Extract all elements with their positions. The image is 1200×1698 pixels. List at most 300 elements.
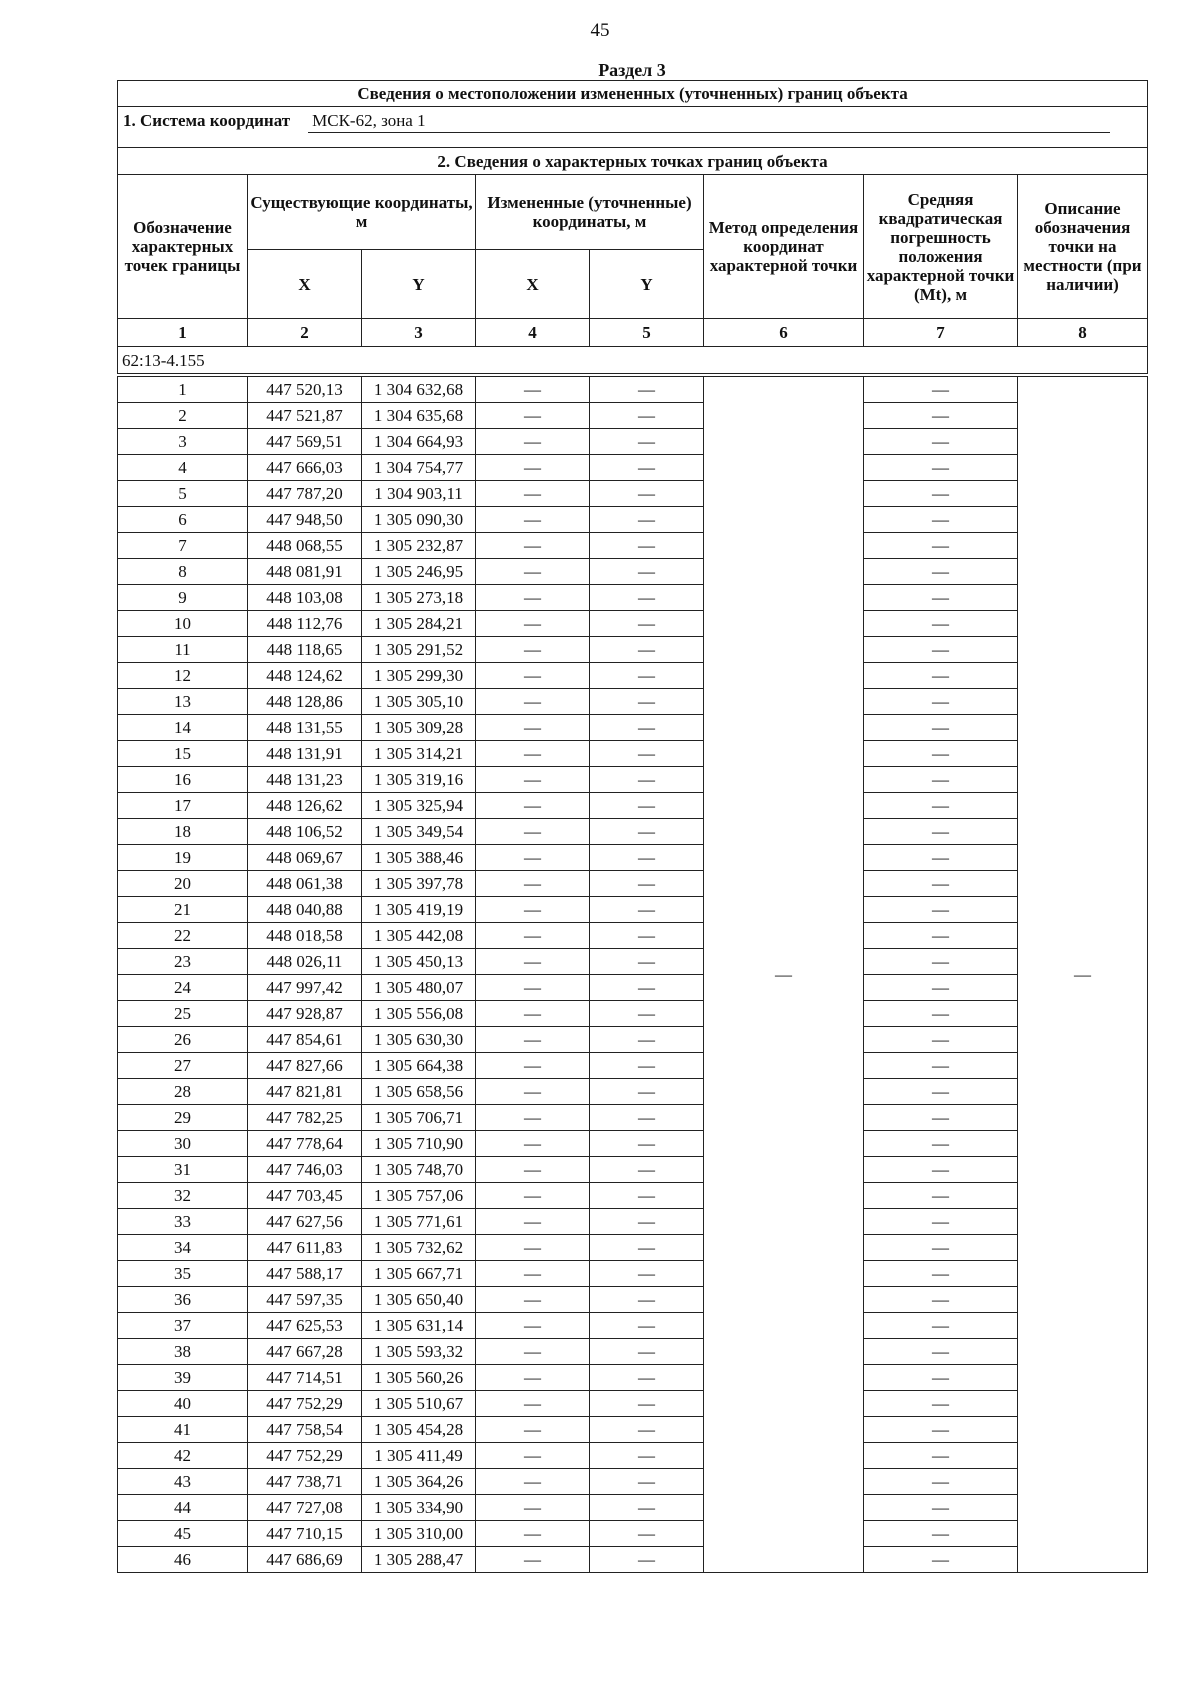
changed-y: —: [590, 715, 704, 741]
column-number: 8: [1018, 319, 1148, 347]
existing-y: 1 305 299,30: [362, 663, 476, 689]
parcel-id: 62:13-4.155: [118, 347, 1148, 374]
table-row: [118, 1495, 1148, 1521]
point-number: 29: [118, 1105, 248, 1131]
changed-x: —: [476, 533, 590, 559]
error-cell: —: [864, 429, 1018, 455]
existing-x: 447 854,61: [248, 1027, 362, 1053]
existing-y: 1 304 664,93: [362, 429, 476, 455]
changed-y: —: [590, 1495, 704, 1521]
existing-y: 1 305 411,49: [362, 1443, 476, 1469]
table-row: [118, 1027, 1148, 1053]
error-cell: —: [864, 403, 1018, 429]
point-number: 3: [118, 429, 248, 455]
existing-x: 447 821,81: [248, 1079, 362, 1105]
existing-y: 1 305 658,56: [362, 1079, 476, 1105]
column-number: 2: [248, 319, 362, 347]
table-row: [118, 1183, 1148, 1209]
table-row: [118, 793, 1148, 819]
existing-x: 448 040,88: [248, 897, 362, 923]
header-existing-x: X: [248, 250, 362, 319]
table-row: [118, 819, 1148, 845]
table-row: [118, 1521, 1148, 1547]
changed-y: —: [590, 1365, 704, 1391]
error-cell: —: [864, 663, 1018, 689]
existing-x: 447 746,03: [248, 1157, 362, 1183]
changed-y: —: [590, 923, 704, 949]
changed-x: —: [476, 455, 590, 481]
existing-x: 447 782,25: [248, 1105, 362, 1131]
changed-y: —: [590, 689, 704, 715]
changed-y: —: [590, 871, 704, 897]
changed-x: —: [476, 1495, 590, 1521]
existing-y: 1 305 732,62: [362, 1235, 476, 1261]
point-number: 27: [118, 1053, 248, 1079]
header-changed-coords: Измененные (уточненные) координаты, м: [476, 175, 704, 250]
table-row: [118, 429, 1148, 455]
point-number: 38: [118, 1339, 248, 1365]
changed-x: —: [476, 1339, 590, 1365]
table-row: [118, 871, 1148, 897]
changed-x: —: [476, 1235, 590, 1261]
changed-y: —: [590, 845, 704, 871]
changed-y: —: [590, 429, 704, 455]
existing-x: 447 686,69: [248, 1547, 362, 1573]
point-number: 4: [118, 455, 248, 481]
table-row: [118, 1365, 1148, 1391]
existing-x: 448 131,55: [248, 715, 362, 741]
point-number: 7: [118, 533, 248, 559]
changed-x: —: [476, 819, 590, 845]
table-row: [118, 403, 1148, 429]
table-row: [118, 1053, 1148, 1079]
header-method: Метод определения координат характерной точки: [704, 175, 864, 319]
changed-x: —: [476, 1157, 590, 1183]
changed-y: —: [590, 1053, 704, 1079]
changed-x: —: [476, 897, 590, 923]
point-number: 17: [118, 793, 248, 819]
point-number: 12: [118, 663, 248, 689]
changed-x: —: [476, 1183, 590, 1209]
changed-y: —: [590, 819, 704, 845]
error-cell: —: [864, 1391, 1018, 1417]
changed-x: —: [476, 793, 590, 819]
changed-y: —: [590, 1391, 704, 1417]
changed-y: —: [590, 975, 704, 1001]
point-number: 44: [118, 1495, 248, 1521]
method-cell: —: [704, 377, 864, 1573]
changed-x: —: [476, 507, 590, 533]
changed-y: —: [590, 1079, 704, 1105]
existing-x: 447 667,28: [248, 1339, 362, 1365]
column-number: 1: [118, 319, 248, 347]
table-row: [118, 1001, 1148, 1027]
table-row: [118, 455, 1148, 481]
existing-y: 1 305 284,21: [362, 611, 476, 637]
changed-x: —: [476, 585, 590, 611]
point-number: 13: [118, 689, 248, 715]
error-cell: —: [864, 1027, 1018, 1053]
error-cell: —: [864, 949, 1018, 975]
existing-y: 1 305 349,54: [362, 819, 476, 845]
table-row: [118, 637, 1148, 663]
error-cell: —: [864, 741, 1018, 767]
changed-y: —: [590, 793, 704, 819]
changed-y: —: [590, 481, 704, 507]
changed-y: —: [590, 1183, 704, 1209]
existing-y: 1 304 903,11: [362, 481, 476, 507]
coord-system-label: 1. Система координат: [123, 110, 291, 130]
changed-x: —: [476, 871, 590, 897]
table-row: [118, 897, 1148, 923]
changed-y: —: [590, 507, 704, 533]
error-cell: —: [864, 975, 1018, 1001]
header-description: Описание обозначения точки на местности (при наличии): [1018, 175, 1148, 319]
header-existing-coords: Существующие координаты, м: [248, 175, 476, 250]
description-cell: —: [1018, 377, 1148, 1573]
changed-y: —: [590, 1547, 704, 1573]
changed-y: —: [590, 1209, 704, 1235]
changed-x: —: [476, 689, 590, 715]
error-cell: —: [864, 507, 1018, 533]
existing-x: 447 625,53: [248, 1313, 362, 1339]
changed-y: —: [590, 611, 704, 637]
existing-x: 447 727,08: [248, 1495, 362, 1521]
column-number: 4: [476, 319, 590, 347]
existing-x: 447 710,15: [248, 1521, 362, 1547]
error-cell: —: [864, 793, 1018, 819]
table-row: [118, 949, 1148, 975]
error-cell: —: [864, 897, 1018, 923]
existing-x: 447 520,13: [248, 377, 362, 403]
existing-x: 448 106,52: [248, 819, 362, 845]
existing-y: 1 305 319,16: [362, 767, 476, 793]
error-cell: —: [864, 533, 1018, 559]
existing-y: 1 305 310,00: [362, 1521, 476, 1547]
point-number: 36: [118, 1287, 248, 1313]
error-cell: —: [864, 845, 1018, 871]
changed-y: —: [590, 1105, 704, 1131]
table-row: [118, 1547, 1148, 1573]
point-number: 21: [118, 897, 248, 923]
section-title: Раздел 3: [598, 60, 666, 80]
table-row: [118, 507, 1148, 533]
point-number: 41: [118, 1417, 248, 1443]
existing-y: 1 305 757,06: [362, 1183, 476, 1209]
existing-y: 1 305 325,94: [362, 793, 476, 819]
table-row: [118, 715, 1148, 741]
changed-x: —: [476, 949, 590, 975]
changed-x: —: [476, 637, 590, 663]
changed-x: —: [476, 663, 590, 689]
point-number: 26: [118, 1027, 248, 1053]
existing-x: 448 061,38: [248, 871, 362, 897]
point-number: 19: [118, 845, 248, 871]
changed-x: —: [476, 1209, 590, 1235]
existing-y: 1 305 664,38: [362, 1053, 476, 1079]
error-cell: —: [864, 871, 1018, 897]
changed-y: —: [590, 559, 704, 585]
changed-y: —: [590, 663, 704, 689]
existing-y: 1 305 419,19: [362, 897, 476, 923]
existing-x: 448 112,76: [248, 611, 362, 637]
table-row: [118, 1209, 1148, 1235]
changed-y: —: [590, 585, 704, 611]
table-row: [118, 1287, 1148, 1313]
changed-y: —: [590, 1521, 704, 1547]
existing-x: 447 758,54: [248, 1417, 362, 1443]
table-row: [118, 975, 1148, 1001]
existing-y: 1 305 291,52: [362, 637, 476, 663]
existing-y: 1 305 560,26: [362, 1365, 476, 1391]
coord-system-value: МСК-62, зона 1: [308, 110, 1110, 133]
changed-y: —: [590, 377, 704, 403]
point-number: 5: [118, 481, 248, 507]
changed-x: —: [476, 975, 590, 1001]
changed-x: —: [476, 923, 590, 949]
changed-y: —: [590, 1339, 704, 1365]
existing-x: 447 597,35: [248, 1287, 362, 1313]
changed-y: —: [590, 741, 704, 767]
existing-x: 447 752,29: [248, 1391, 362, 1417]
changed-y: —: [590, 1027, 704, 1053]
changed-y: —: [590, 897, 704, 923]
changed-x: —: [476, 1391, 590, 1417]
existing-y: 1 305 667,71: [362, 1261, 476, 1287]
error-cell: —: [864, 1443, 1018, 1469]
changed-x: —: [476, 1365, 590, 1391]
changed-y: —: [590, 1313, 704, 1339]
point-number: 45: [118, 1521, 248, 1547]
existing-x: 448 124,62: [248, 663, 362, 689]
table-title: Сведения о местоположении измененных (уточненных) границ объекта: [118, 81, 1148, 107]
table-row: [118, 767, 1148, 793]
existing-y: 1 305 630,30: [362, 1027, 476, 1053]
existing-y: 1 305 593,32: [362, 1339, 476, 1365]
error-cell: —: [864, 481, 1018, 507]
existing-x: 448 018,58: [248, 923, 362, 949]
existing-y: 1 305 454,28: [362, 1417, 476, 1443]
table-row: [118, 559, 1148, 585]
changed-x: —: [476, 559, 590, 585]
point-number: 6: [118, 507, 248, 533]
existing-y: 1 305 364,26: [362, 1469, 476, 1495]
column-number: 3: [362, 319, 476, 347]
existing-y: 1 305 706,71: [362, 1105, 476, 1131]
error-cell: —: [864, 923, 1018, 949]
existing-x: 447 948,50: [248, 507, 362, 533]
existing-y: 1 305 650,40: [362, 1287, 476, 1313]
changed-y: —: [590, 1131, 704, 1157]
table-row: [118, 689, 1148, 715]
existing-x: 447 787,20: [248, 481, 362, 507]
error-cell: —: [864, 1131, 1018, 1157]
subsection-title: 2. Сведения о характерных точках границ объекта: [118, 148, 1148, 175]
table-row: [118, 377, 1148, 403]
point-number: 1: [118, 377, 248, 403]
existing-y: 1 305 288,47: [362, 1547, 476, 1573]
column-number: 5: [590, 319, 704, 347]
existing-y: 1 305 314,21: [362, 741, 476, 767]
changed-x: —: [476, 611, 590, 637]
existing-y: 1 304 632,68: [362, 377, 476, 403]
changed-x: —: [476, 429, 590, 455]
changed-x: —: [476, 1027, 590, 1053]
column-number: 7: [864, 319, 1018, 347]
table-row: [118, 663, 1148, 689]
changed-x: —: [476, 1417, 590, 1443]
existing-x: 448 069,67: [248, 845, 362, 871]
error-cell: —: [864, 1417, 1018, 1443]
changed-x: —: [476, 1001, 590, 1027]
point-number: 18: [118, 819, 248, 845]
point-number: 10: [118, 611, 248, 637]
existing-x: 447 997,42: [248, 975, 362, 1001]
point-number: 22: [118, 923, 248, 949]
point-number: 25: [118, 1001, 248, 1027]
error-cell: —: [864, 611, 1018, 637]
existing-y: 1 305 334,90: [362, 1495, 476, 1521]
existing-x: 447 738,71: [248, 1469, 362, 1495]
point-number: 16: [118, 767, 248, 793]
existing-y: 1 305 771,61: [362, 1209, 476, 1235]
changed-y: —: [590, 1157, 704, 1183]
changed-y: —: [590, 1235, 704, 1261]
changed-x: —: [476, 1287, 590, 1313]
point-number: 32: [118, 1183, 248, 1209]
changed-y: —: [590, 1001, 704, 1027]
point-number: 39: [118, 1365, 248, 1391]
changed-y: —: [590, 1469, 704, 1495]
point-number: 11: [118, 637, 248, 663]
existing-x: 448 126,62: [248, 793, 362, 819]
table-row: [118, 1391, 1148, 1417]
existing-x: 447 627,56: [248, 1209, 362, 1235]
error-cell: —: [864, 1079, 1018, 1105]
point-number: 23: [118, 949, 248, 975]
point-number: 40: [118, 1391, 248, 1417]
existing-y: 1 305 450,13: [362, 949, 476, 975]
changed-y: —: [590, 1287, 704, 1313]
changed-y: —: [590, 1443, 704, 1469]
table-row: [118, 1235, 1148, 1261]
error-cell: —: [864, 1365, 1018, 1391]
table-row: [118, 845, 1148, 871]
changed-x: —: [476, 1261, 590, 1287]
existing-y: 1 305 480,07: [362, 975, 476, 1001]
point-number: 42: [118, 1443, 248, 1469]
table-row: [118, 1417, 1148, 1443]
existing-x: 448 118,65: [248, 637, 362, 663]
table-row: [118, 611, 1148, 637]
header-error: Средняя квадратическая погрешность положения характерной точки (Mt), м: [864, 175, 1018, 319]
point-number: 37: [118, 1313, 248, 1339]
error-cell: —: [864, 1521, 1018, 1547]
existing-y: 1 305 710,90: [362, 1131, 476, 1157]
table-row: [118, 1131, 1148, 1157]
changed-x: —: [476, 1105, 590, 1131]
existing-x: 448 103,08: [248, 585, 362, 611]
existing-x: 447 752,29: [248, 1443, 362, 1469]
point-number: 24: [118, 975, 248, 1001]
point-number: 31: [118, 1157, 248, 1183]
error-cell: —: [864, 1495, 1018, 1521]
error-cell: —: [864, 689, 1018, 715]
changed-y: —: [590, 533, 704, 559]
table-row: [118, 585, 1148, 611]
error-cell: —: [864, 1547, 1018, 1573]
boundary-points-table: [117, 80, 1148, 1573]
table-row: [118, 741, 1148, 767]
header-existing-y: Y: [362, 250, 476, 319]
existing-y: 1 304 754,77: [362, 455, 476, 481]
table-row: [118, 1469, 1148, 1495]
table-row: [118, 1261, 1148, 1287]
header-changed-y: Y: [590, 250, 704, 319]
changed-y: —: [590, 403, 704, 429]
error-cell: —: [864, 1105, 1018, 1131]
existing-x: 448 026,11: [248, 949, 362, 975]
table-row: [118, 1339, 1148, 1365]
existing-x: 448 068,55: [248, 533, 362, 559]
error-cell: —: [864, 1287, 1018, 1313]
existing-x: 447 569,51: [248, 429, 362, 455]
point-number: 35: [118, 1261, 248, 1287]
error-cell: —: [864, 1469, 1018, 1495]
changed-x: —: [476, 845, 590, 871]
existing-y: 1 305 305,10: [362, 689, 476, 715]
changed-y: —: [590, 1261, 704, 1287]
changed-y: —: [590, 637, 704, 663]
existing-x: 447 666,03: [248, 455, 362, 481]
changed-x: —: [476, 1313, 590, 1339]
error-cell: —: [864, 1157, 1018, 1183]
existing-y: 1 305 388,46: [362, 845, 476, 871]
changed-x: —: [476, 1521, 590, 1547]
error-cell: —: [864, 715, 1018, 741]
changed-x: —: [476, 377, 590, 403]
header-changed-x: X: [476, 250, 590, 319]
table-row: [118, 533, 1148, 559]
existing-y: 1 304 635,68: [362, 403, 476, 429]
error-cell: —: [864, 1053, 1018, 1079]
error-cell: —: [864, 1339, 1018, 1365]
page-number: 45: [590, 20, 610, 41]
changed-y: —: [590, 1417, 704, 1443]
error-cell: —: [864, 819, 1018, 845]
existing-x: 448 131,91: [248, 741, 362, 767]
existing-y: 1 305 090,30: [362, 507, 476, 533]
error-cell: —: [864, 1183, 1018, 1209]
error-cell: —: [864, 1235, 1018, 1261]
existing-y: 1 305 442,08: [362, 923, 476, 949]
point-number: 9: [118, 585, 248, 611]
existing-y: 1 305 232,87: [362, 533, 476, 559]
error-cell: —: [864, 1261, 1018, 1287]
point-number: 30: [118, 1131, 248, 1157]
changed-y: —: [590, 767, 704, 793]
table-row: [118, 1313, 1148, 1339]
existing-y: 1 305 556,08: [362, 1001, 476, 1027]
existing-x: 448 131,23: [248, 767, 362, 793]
existing-x: 447 611,83: [248, 1235, 362, 1261]
table-row: [118, 1105, 1148, 1131]
existing-y: 1 305 748,70: [362, 1157, 476, 1183]
changed-x: —: [476, 1131, 590, 1157]
existing-y: 1 305 309,28: [362, 715, 476, 741]
point-number: 46: [118, 1547, 248, 1573]
existing-x: 448 081,91: [248, 559, 362, 585]
